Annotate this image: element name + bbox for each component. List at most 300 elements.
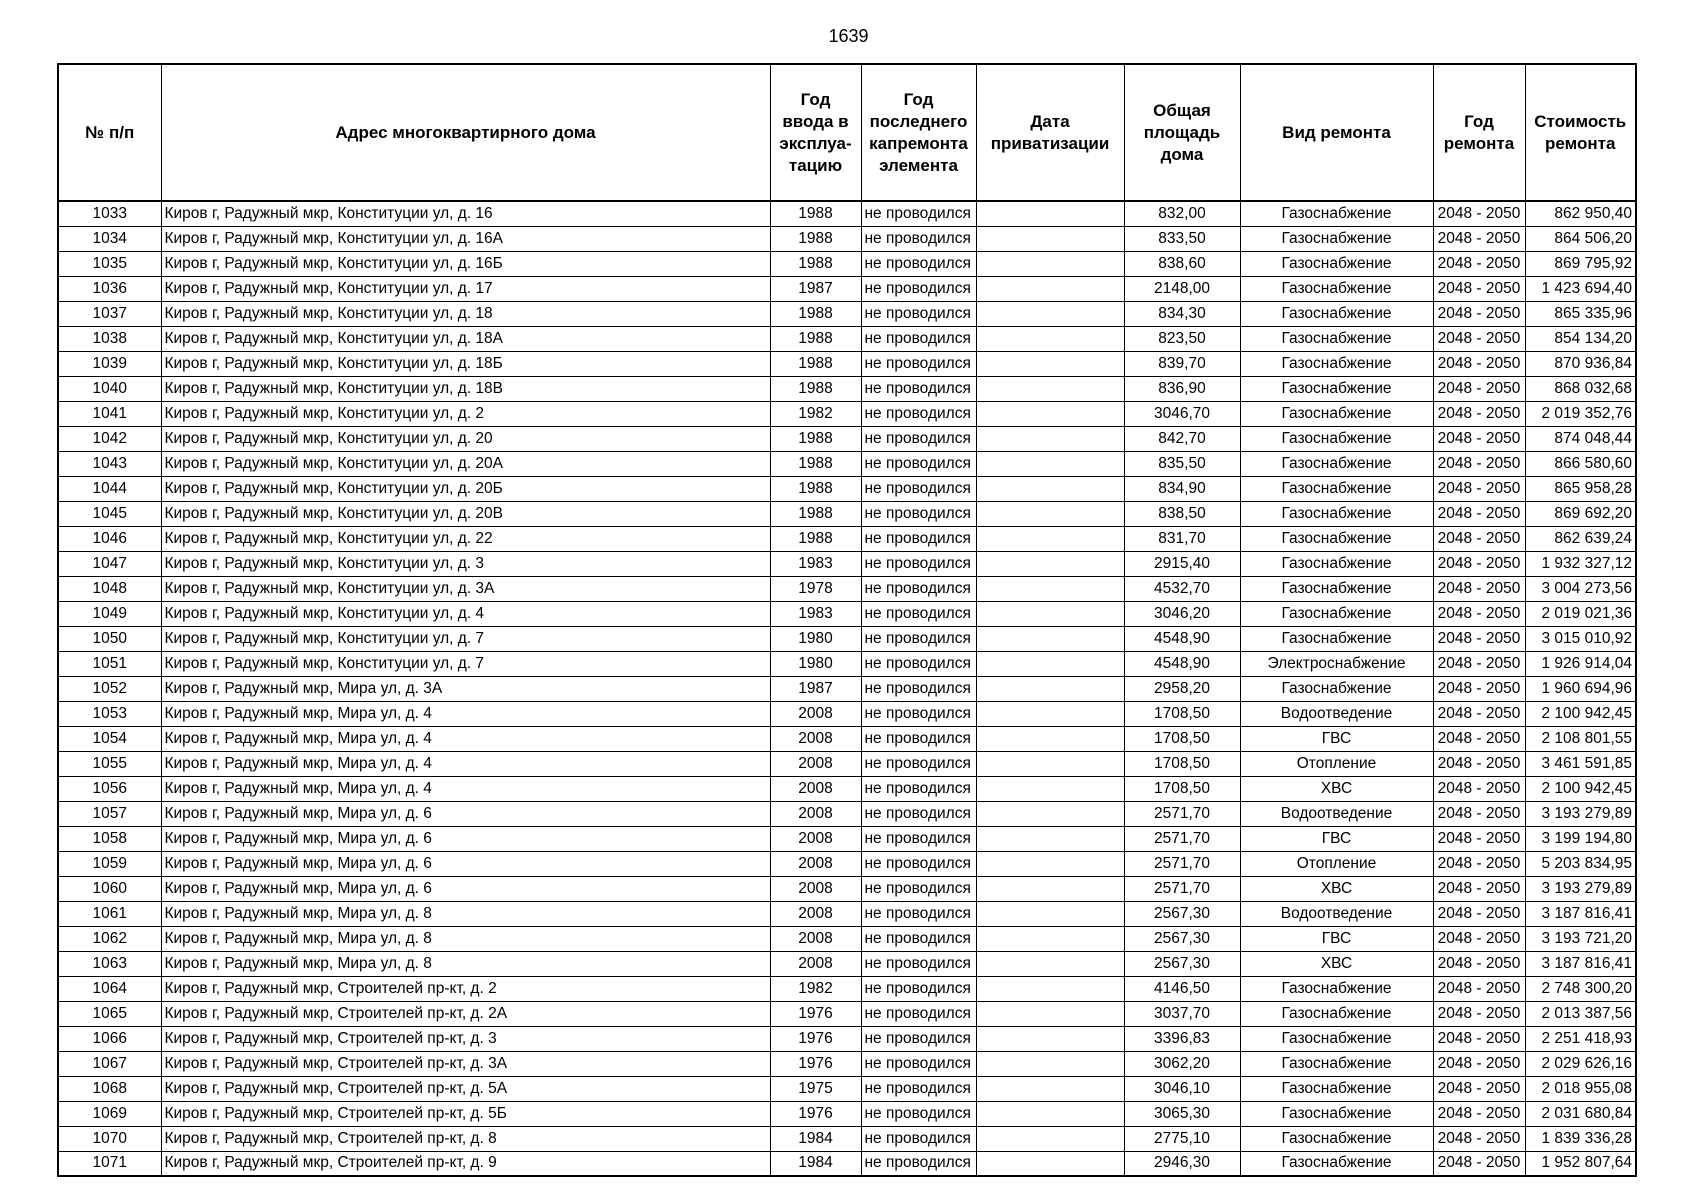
cell-area: 1708,50 bbox=[1124, 726, 1240, 751]
cell-area: 4532,70 bbox=[1124, 576, 1240, 601]
cell-privatization bbox=[976, 1101, 1124, 1126]
cell-privatization bbox=[976, 851, 1124, 876]
cell-year-built: 1988 bbox=[770, 251, 861, 276]
cell-area: 2946,30 bbox=[1124, 1151, 1240, 1176]
cell-year-built: 1980 bbox=[770, 651, 861, 676]
cell-year-built: 1988 bbox=[770, 376, 861, 401]
cell-cost: 3 193 279,89 bbox=[1525, 876, 1636, 901]
cell-repair-year: 2048 - 2050 bbox=[1433, 276, 1525, 301]
cell-privatization bbox=[976, 276, 1124, 301]
cell-last-repair: не проводился bbox=[861, 676, 976, 701]
cell-num: 1047 bbox=[58, 551, 161, 576]
cell-year-built: 1984 bbox=[770, 1151, 861, 1176]
cell-last-repair: не проводился bbox=[861, 1076, 976, 1101]
cell-address: Киров г, Радужный мкр, Конституции ул, д. 20А bbox=[161, 451, 770, 476]
cell-cost: 2 013 387,56 bbox=[1525, 1001, 1636, 1026]
cell-cost: 3 187 816,41 bbox=[1525, 901, 1636, 926]
cell-repair-type: Газоснабжение bbox=[1240, 1001, 1433, 1026]
cell-year-built: 1976 bbox=[770, 1001, 861, 1026]
repair-register-table bbox=[57, 63, 1637, 1177]
cell-privatization bbox=[976, 901, 1124, 926]
cell-year-built: 2008 bbox=[770, 751, 861, 776]
cell-repair-year: 2048 - 2050 bbox=[1433, 351, 1525, 376]
cell-repair-type: ГВС bbox=[1240, 726, 1433, 751]
cell-repair-type: Отопление bbox=[1240, 751, 1433, 776]
cell-cost: 3 004 273,56 bbox=[1525, 576, 1636, 601]
cell-area: 1708,50 bbox=[1124, 751, 1240, 776]
cell-num: 1059 bbox=[58, 851, 161, 876]
cell-cost: 2 108 801,55 bbox=[1525, 726, 1636, 751]
cell-area: 2567,30 bbox=[1124, 901, 1240, 926]
cell-repair-year: 2048 - 2050 bbox=[1433, 376, 1525, 401]
cell-area: 836,90 bbox=[1124, 376, 1240, 401]
cell-last-repair: не проводился bbox=[861, 201, 976, 226]
table-row bbox=[58, 651, 1636, 676]
header-repair-type: Вид ремонта bbox=[1240, 64, 1433, 201]
cell-repair-year: 2048 - 2050 bbox=[1433, 876, 1525, 901]
cell-last-repair: не проводился bbox=[861, 876, 976, 901]
cell-privatization bbox=[976, 676, 1124, 701]
cell-area: 2571,70 bbox=[1124, 851, 1240, 876]
cell-num: 1042 bbox=[58, 426, 161, 451]
cell-year-built: 1988 bbox=[770, 201, 861, 226]
cell-year-built: 1976 bbox=[770, 1051, 861, 1076]
cell-last-repair: не проводился bbox=[861, 1001, 976, 1026]
table-row bbox=[58, 601, 1636, 626]
cell-address: Киров г, Радужный мкр, Конституции ул, д. 16Б bbox=[161, 251, 770, 276]
cell-year-built: 1988 bbox=[770, 501, 861, 526]
cell-address: Киров г, Радужный мкр, Конституции ул, д. 2 bbox=[161, 401, 770, 426]
cell-repair-year: 2048 - 2050 bbox=[1433, 626, 1525, 651]
cell-cost: 3 187 816,41 bbox=[1525, 951, 1636, 976]
cell-num: 1048 bbox=[58, 576, 161, 601]
cell-address: Киров г, Радужный мкр, Строителей пр-кт, д. 5А bbox=[161, 1076, 770, 1101]
table-row bbox=[58, 1151, 1636, 1176]
cell-address: Киров г, Радужный мкр, Конституции ул, д. 3А bbox=[161, 576, 770, 601]
cell-last-repair: не проводился bbox=[861, 651, 976, 676]
cell-year-built: 1988 bbox=[770, 326, 861, 351]
cell-area: 835,50 bbox=[1124, 451, 1240, 476]
cell-address: Киров г, Радужный мкр, Строителей пр-кт, д. 3А bbox=[161, 1051, 770, 1076]
cell-repair-year: 2048 - 2050 bbox=[1433, 226, 1525, 251]
cell-area: 2571,70 bbox=[1124, 826, 1240, 851]
cell-repair-type: Водоотведение bbox=[1240, 701, 1433, 726]
cell-address: Киров г, Радужный мкр, Конституции ул, д. 16 bbox=[161, 201, 770, 226]
cell-cost: 864 506,20 bbox=[1525, 226, 1636, 251]
cell-area: 3046,70 bbox=[1124, 401, 1240, 426]
cell-last-repair: не проводился bbox=[861, 301, 976, 326]
cell-cost: 862 950,40 bbox=[1525, 201, 1636, 226]
table-row bbox=[58, 1101, 1636, 1126]
cell-repair-year: 2048 - 2050 bbox=[1433, 726, 1525, 751]
cell-repair-type: Газоснабжение bbox=[1240, 501, 1433, 526]
table-row bbox=[58, 1026, 1636, 1051]
cell-last-repair: не проводился bbox=[861, 326, 976, 351]
cell-cost: 1 960 694,96 bbox=[1525, 676, 1636, 701]
cell-area: 3046,20 bbox=[1124, 601, 1240, 626]
table-row bbox=[58, 426, 1636, 451]
cell-last-repair: не проводился bbox=[861, 701, 976, 726]
page-number: 1639 bbox=[828, 26, 869, 46]
cell-area: 834,90 bbox=[1124, 476, 1240, 501]
table-row bbox=[58, 376, 1636, 401]
cell-repair-year: 2048 - 2050 bbox=[1433, 1101, 1525, 1126]
cell-last-repair: не проводился bbox=[861, 826, 976, 851]
cell-last-repair: не проводился bbox=[861, 1151, 976, 1176]
cell-privatization bbox=[976, 576, 1124, 601]
table-row bbox=[58, 1076, 1636, 1101]
cell-address: Киров г, Радужный мкр, Конституции ул, д. 4 bbox=[161, 601, 770, 626]
cell-repair-type: Электроснабжение bbox=[1240, 651, 1433, 676]
table-row bbox=[58, 476, 1636, 501]
cell-num: 1044 bbox=[58, 476, 161, 501]
cell-repair-year: 2048 - 2050 bbox=[1433, 901, 1525, 926]
cell-area: 2567,30 bbox=[1124, 951, 1240, 976]
header-repair-year: Год ремонта bbox=[1433, 64, 1525, 201]
cell-num: 1056 bbox=[58, 776, 161, 801]
cell-privatization bbox=[976, 1026, 1124, 1051]
cell-privatization bbox=[976, 426, 1124, 451]
header-num: № п/п bbox=[58, 64, 161, 201]
header-year-built: Год ввода в эксплуа-тацию bbox=[770, 64, 861, 201]
cell-address: Киров г, Радужный мкр, Конституции ул, д. 7 bbox=[161, 651, 770, 676]
table-row bbox=[58, 251, 1636, 276]
table-row bbox=[58, 676, 1636, 701]
cell-last-repair: не проводился bbox=[861, 476, 976, 501]
cell-year-built: 1984 bbox=[770, 1126, 861, 1151]
cell-repair-type: Газоснабжение bbox=[1240, 526, 1433, 551]
cell-repair-year: 2048 - 2050 bbox=[1433, 426, 1525, 451]
cell-repair-type: Газоснабжение bbox=[1240, 1026, 1433, 1051]
cell-cost: 1 926 914,04 bbox=[1525, 651, 1636, 676]
cell-repair-type: Газоснабжение bbox=[1240, 676, 1433, 701]
cell-privatization bbox=[976, 351, 1124, 376]
cell-num: 1065 bbox=[58, 1001, 161, 1026]
cell-year-built: 1976 bbox=[770, 1026, 861, 1051]
cell-num: 1066 bbox=[58, 1026, 161, 1051]
cell-cost: 3 461 591,85 bbox=[1525, 751, 1636, 776]
table-row bbox=[58, 401, 1636, 426]
cell-area: 4548,90 bbox=[1124, 626, 1240, 651]
cell-address: Киров г, Радужный мкр, Конституции ул, д. 20 bbox=[161, 426, 770, 451]
cell-last-repair: не проводился bbox=[861, 901, 976, 926]
cell-privatization bbox=[976, 526, 1124, 551]
header-privatization: Дата приватизации bbox=[976, 64, 1124, 201]
cell-year-built: 1976 bbox=[770, 1101, 861, 1126]
cell-year-built: 1988 bbox=[770, 526, 861, 551]
cell-year-built: 2008 bbox=[770, 701, 861, 726]
cell-area: 831,70 bbox=[1124, 526, 1240, 551]
cell-num: 1070 bbox=[58, 1126, 161, 1151]
cell-year-built: 1978 bbox=[770, 576, 861, 601]
cell-area: 1708,50 bbox=[1124, 776, 1240, 801]
cell-repair-type: Водоотведение bbox=[1240, 901, 1433, 926]
cell-cost: 1 932 327,12 bbox=[1525, 551, 1636, 576]
cell-area: 3046,10 bbox=[1124, 1076, 1240, 1101]
cell-privatization bbox=[976, 326, 1124, 351]
cell-cost: 854 134,20 bbox=[1525, 326, 1636, 351]
cell-privatization bbox=[976, 501, 1124, 526]
table-header-row bbox=[58, 64, 1636, 201]
cell-repair-year: 2048 - 2050 bbox=[1433, 926, 1525, 951]
cell-num: 1050 bbox=[58, 626, 161, 651]
cell-last-repair: не проводился bbox=[861, 1101, 976, 1126]
cell-address: Киров г, Радужный мкр, Конституции ул, д. 18В bbox=[161, 376, 770, 401]
cell-year-built: 1983 bbox=[770, 551, 861, 576]
cell-address: Киров г, Радужный мкр, Мира ул, д. 4 bbox=[161, 776, 770, 801]
cell-last-repair: не проводился bbox=[861, 276, 976, 301]
cell-last-repair: не проводился bbox=[861, 401, 976, 426]
cell-privatization bbox=[976, 376, 1124, 401]
cell-repair-year: 2048 - 2050 bbox=[1433, 676, 1525, 701]
cell-year-built: 1980 bbox=[770, 626, 861, 651]
cell-cost: 874 048,44 bbox=[1525, 426, 1636, 451]
table-row bbox=[58, 976, 1636, 1001]
cell-address: Киров г, Радужный мкр, Мира ул, д. 6 bbox=[161, 801, 770, 826]
cell-repair-year: 2048 - 2050 bbox=[1433, 1151, 1525, 1176]
cell-repair-year: 2048 - 2050 bbox=[1433, 476, 1525, 501]
cell-last-repair: не проводился bbox=[861, 426, 976, 451]
cell-area: 3037,70 bbox=[1124, 1001, 1240, 1026]
cell-address: Киров г, Радужный мкр, Строителей пр-кт, д. 2 bbox=[161, 976, 770, 1001]
table-row bbox=[58, 226, 1636, 251]
cell-num: 1039 bbox=[58, 351, 161, 376]
cell-year-built: 2008 bbox=[770, 826, 861, 851]
cell-privatization bbox=[976, 1051, 1124, 1076]
cell-address: Киров г, Радужный мкр, Конституции ул, д. 7 bbox=[161, 626, 770, 651]
header-address: Адрес многоквартирного дома bbox=[161, 64, 770, 201]
cell-privatization bbox=[976, 876, 1124, 901]
cell-repair-year: 2048 - 2050 bbox=[1433, 651, 1525, 676]
cell-year-built: 2008 bbox=[770, 951, 861, 976]
cell-repair-type: ХВС bbox=[1240, 951, 1433, 976]
cell-privatization bbox=[976, 476, 1124, 501]
cell-repair-year: 2048 - 2050 bbox=[1433, 1051, 1525, 1076]
cell-address: Киров г, Радужный мкр, Строителей пр-кт, д. 8 bbox=[161, 1126, 770, 1151]
cell-address: Киров г, Радужный мкр, Мира ул, д. 4 bbox=[161, 751, 770, 776]
cell-area: 2567,30 bbox=[1124, 926, 1240, 951]
cell-privatization bbox=[976, 701, 1124, 726]
cell-repair-type: Газоснабжение bbox=[1240, 1051, 1433, 1076]
cell-cost: 3 199 194,80 bbox=[1525, 826, 1636, 851]
cell-year-built: 2008 bbox=[770, 776, 861, 801]
table-row bbox=[58, 701, 1636, 726]
header-cost: Стоимость ремонта bbox=[1525, 64, 1636, 201]
cell-repair-type: Отопление bbox=[1240, 851, 1433, 876]
cell-repair-year: 2048 - 2050 bbox=[1433, 251, 1525, 276]
cell-num: 1057 bbox=[58, 801, 161, 826]
cell-repair-type: Газоснабжение bbox=[1240, 1126, 1433, 1151]
table-row bbox=[58, 301, 1636, 326]
cell-last-repair: не проводился bbox=[861, 1051, 976, 1076]
cell-last-repair: не проводился bbox=[861, 626, 976, 651]
cell-last-repair: не проводился bbox=[861, 526, 976, 551]
cell-last-repair: не проводился bbox=[861, 226, 976, 251]
cell-year-built: 2008 bbox=[770, 926, 861, 951]
cell-repair-type: Газоснабжение bbox=[1240, 576, 1433, 601]
table-row bbox=[58, 451, 1636, 476]
cell-repair-year: 2048 - 2050 bbox=[1433, 551, 1525, 576]
table-row bbox=[58, 1001, 1636, 1026]
table-row bbox=[58, 351, 1636, 376]
cell-cost: 3 193 721,20 bbox=[1525, 926, 1636, 951]
cell-num: 1045 bbox=[58, 501, 161, 526]
table-row bbox=[58, 726, 1636, 751]
cell-repair-type: Газоснабжение bbox=[1240, 451, 1433, 476]
cell-num: 1035 bbox=[58, 251, 161, 276]
cell-cost: 5 203 834,95 bbox=[1525, 851, 1636, 876]
cell-repair-year: 2048 - 2050 bbox=[1433, 501, 1525, 526]
cell-repair-type: Газоснабжение bbox=[1240, 351, 1433, 376]
cell-privatization bbox=[976, 201, 1124, 226]
cell-privatization bbox=[976, 726, 1124, 751]
table-row bbox=[58, 1126, 1636, 1151]
cell-area: 2571,70 bbox=[1124, 876, 1240, 901]
cell-last-repair: не проводился bbox=[861, 976, 976, 1001]
cell-repair-year: 2048 - 2050 bbox=[1433, 776, 1525, 801]
cell-last-repair: не проводился bbox=[861, 926, 976, 951]
cell-area: 1708,50 bbox=[1124, 701, 1240, 726]
cell-privatization bbox=[976, 776, 1124, 801]
cell-num: 1055 bbox=[58, 751, 161, 776]
cell-repair-type: Газоснабжение bbox=[1240, 226, 1433, 251]
cell-last-repair: не проводился bbox=[861, 1026, 976, 1051]
cell-privatization bbox=[976, 451, 1124, 476]
cell-cost: 866 580,60 bbox=[1525, 451, 1636, 476]
cell-year-built: 2008 bbox=[770, 851, 861, 876]
table-row bbox=[58, 926, 1636, 951]
cell-repair-year: 2048 - 2050 bbox=[1433, 851, 1525, 876]
cell-repair-type: ХВС bbox=[1240, 876, 1433, 901]
cell-num: 1060 bbox=[58, 876, 161, 901]
table-row bbox=[58, 326, 1636, 351]
table-row bbox=[58, 551, 1636, 576]
cell-num: 1052 bbox=[58, 676, 161, 701]
cell-area: 2148,00 bbox=[1124, 276, 1240, 301]
cell-area: 2958,20 bbox=[1124, 676, 1240, 701]
cell-num: 1063 bbox=[58, 951, 161, 976]
cell-privatization bbox=[976, 251, 1124, 276]
cell-repair-year: 2048 - 2050 bbox=[1433, 1126, 1525, 1151]
table-row bbox=[58, 751, 1636, 776]
cell-last-repair: не проводился bbox=[861, 451, 976, 476]
cell-repair-type: ГВС bbox=[1240, 926, 1433, 951]
cell-area: 842,70 bbox=[1124, 426, 1240, 451]
cell-address: Киров г, Радужный мкр, Конституции ул, д. 18Б bbox=[161, 351, 770, 376]
cell-privatization bbox=[976, 301, 1124, 326]
cell-cost: 870 936,84 bbox=[1525, 351, 1636, 376]
cell-repair-type: Газоснабжение bbox=[1240, 301, 1433, 326]
cell-repair-year: 2048 - 2050 bbox=[1433, 1001, 1525, 1026]
cell-num: 1034 bbox=[58, 226, 161, 251]
cell-last-repair: не проводился bbox=[861, 726, 976, 751]
cell-repair-type: Газоснабжение bbox=[1240, 201, 1433, 226]
cell-address: Киров г, Радужный мкр, Мира ул, д. 4 bbox=[161, 701, 770, 726]
cell-last-repair: не проводился bbox=[861, 576, 976, 601]
cell-num: 1064 bbox=[58, 976, 161, 1001]
cell-num: 1069 bbox=[58, 1101, 161, 1126]
cell-cost: 3 015 010,92 bbox=[1525, 626, 1636, 651]
cell-area: 838,60 bbox=[1124, 251, 1240, 276]
cell-year-built: 1988 bbox=[770, 301, 861, 326]
cell-address: Киров г, Радужный мкр, Мира ул, д. 6 bbox=[161, 876, 770, 901]
cell-cost: 2 019 021,36 bbox=[1525, 601, 1636, 626]
cell-cost: 869 692,20 bbox=[1525, 501, 1636, 526]
cell-privatization bbox=[976, 626, 1124, 651]
cell-cost: 1 423 694,40 bbox=[1525, 276, 1636, 301]
cell-repair-year: 2048 - 2050 bbox=[1433, 326, 1525, 351]
cell-area: 3396,83 bbox=[1124, 1026, 1240, 1051]
table-row bbox=[58, 626, 1636, 651]
cell-repair-year: 2048 - 2050 bbox=[1433, 301, 1525, 326]
cell-year-built: 2008 bbox=[770, 726, 861, 751]
cell-repair-type: Водоотведение bbox=[1240, 801, 1433, 826]
cell-area: 4548,90 bbox=[1124, 651, 1240, 676]
cell-year-built: 1988 bbox=[770, 426, 861, 451]
cell-repair-year: 2048 - 2050 bbox=[1433, 401, 1525, 426]
cell-area: 833,50 bbox=[1124, 226, 1240, 251]
table-row bbox=[58, 276, 1636, 301]
header-last-repair: Год последнего капремонта элемента bbox=[861, 64, 976, 201]
cell-cost: 869 795,92 bbox=[1525, 251, 1636, 276]
cell-repair-year: 2048 - 2050 bbox=[1433, 526, 1525, 551]
cell-num: 1040 bbox=[58, 376, 161, 401]
cell-repair-year: 2048 - 2050 bbox=[1433, 576, 1525, 601]
cell-num: 1067 bbox=[58, 1051, 161, 1076]
cell-repair-year: 2048 - 2050 bbox=[1433, 701, 1525, 726]
cell-privatization bbox=[976, 1126, 1124, 1151]
cell-cost: 3 193 279,89 bbox=[1525, 801, 1636, 826]
cell-num: 1071 bbox=[58, 1151, 161, 1176]
cell-address: Киров г, Радужный мкр, Строителей пр-кт, д. 2А bbox=[161, 1001, 770, 1026]
cell-repair-year: 2048 - 2050 bbox=[1433, 1076, 1525, 1101]
cell-address: Киров г, Радужный мкр, Конституции ул, д. 18 bbox=[161, 301, 770, 326]
cell-num: 1054 bbox=[58, 726, 161, 751]
cell-repair-type: Газоснабжение bbox=[1240, 426, 1433, 451]
cell-address: Киров г, Радужный мкр, Мира ул, д. 6 bbox=[161, 851, 770, 876]
cell-num: 1041 bbox=[58, 401, 161, 426]
cell-year-built: 1983 bbox=[770, 601, 861, 626]
cell-cost: 2 031 680,84 bbox=[1525, 1101, 1636, 1126]
cell-privatization bbox=[976, 751, 1124, 776]
cell-privatization bbox=[976, 976, 1124, 1001]
cell-year-built: 1975 bbox=[770, 1076, 861, 1101]
cell-area: 4146,50 bbox=[1124, 976, 1240, 1001]
cell-year-built: 1982 bbox=[770, 976, 861, 1001]
cell-repair-year: 2048 - 2050 bbox=[1433, 951, 1525, 976]
cell-repair-year: 2048 - 2050 bbox=[1433, 451, 1525, 476]
cell-num: 1043 bbox=[58, 451, 161, 476]
cell-num: 1053 bbox=[58, 701, 161, 726]
cell-area: 3062,20 bbox=[1124, 1051, 1240, 1076]
cell-area: 2915,40 bbox=[1124, 551, 1240, 576]
cell-address: Киров г, Радужный мкр, Конституции ул, д. 3 bbox=[161, 551, 770, 576]
cell-repair-year: 2048 - 2050 bbox=[1433, 1026, 1525, 1051]
cell-address: Киров г, Радужный мкр, Мира ул, д. 8 bbox=[161, 901, 770, 926]
cell-repair-type: Газоснабжение bbox=[1240, 1151, 1433, 1176]
cell-last-repair: не проводился bbox=[861, 851, 976, 876]
cell-area: 834,30 bbox=[1124, 301, 1240, 326]
cell-privatization bbox=[976, 926, 1124, 951]
cell-repair-type: Газоснабжение bbox=[1240, 326, 1433, 351]
cell-last-repair: не проводился bbox=[861, 251, 976, 276]
cell-repair-year: 2048 - 2050 bbox=[1433, 601, 1525, 626]
cell-last-repair: не проводился bbox=[861, 776, 976, 801]
cell-last-repair: не проводился bbox=[861, 376, 976, 401]
cell-year-built: 1988 bbox=[770, 226, 861, 251]
cell-cost: 865 958,28 bbox=[1525, 476, 1636, 501]
cell-area: 2571,70 bbox=[1124, 801, 1240, 826]
